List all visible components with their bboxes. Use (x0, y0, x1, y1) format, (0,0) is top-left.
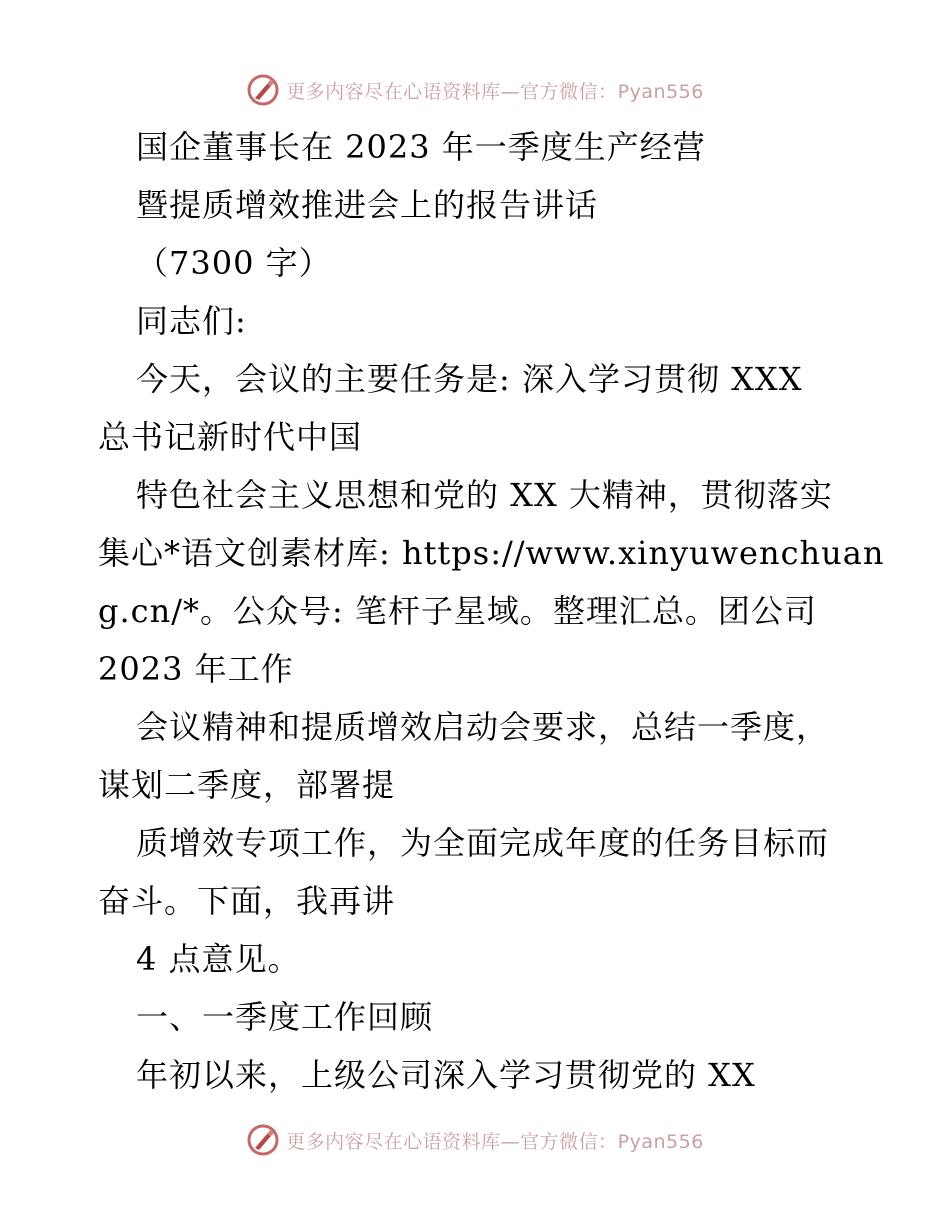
text-line: 总书记新时代中国 (98, 418, 363, 456)
text-line: 谋划二季度，部署提 (98, 766, 396, 804)
text-line: 同志们: (136, 302, 247, 340)
watermark-header (0, 70, 950, 110)
watermark-footer (0, 1120, 950, 1160)
watermark-text: 更多内容尽在心语资料库—官方微信：Pyan556 (286, 80, 704, 103)
text-line: 会议精神和提质增效启动会要求，总结一季度， (136, 708, 830, 746)
text-line: 奋斗。下面，我再讲 (98, 882, 396, 920)
text-line: 特色社会主义思想和党的 XX 大精神，贯彻落实 (136, 476, 833, 514)
text-line: 一、一季度工作回顾 (136, 998, 434, 1036)
text-line: 今天，会议的主要任务是: 深入学习贯彻 XXX (136, 360, 803, 398)
text-line: 集心*语文创素材库: https://www.xinyuwenchuan (98, 534, 885, 572)
text-line: 4 点意见。 (136, 940, 301, 978)
text-line: 暨提质增效推进会上的报告讲话 (136, 186, 599, 224)
document-body (98, 118, 885, 1104)
pen-nib-logo-icon (246, 1123, 280, 1157)
watermark-text: 更多内容尽在心语资料库—官方微信：Pyan556 (286, 1130, 704, 1153)
text-line: （7300 字） (136, 244, 332, 282)
pen-nib-logo-icon (246, 73, 280, 107)
text-line: 国企董事长在 2023 年一季度生产经营 (136, 128, 706, 166)
text-line: 年初以来，上级公司深入学习贯彻党的 XX (136, 1056, 756, 1094)
text-line: g.cn/*。公众号: 笔杆子星域。整理汇总。团公司 (98, 592, 817, 630)
text-line: 2023 年工作 (98, 650, 294, 688)
text-line: 质增效专项工作，为全面完成年度的任务目标而 (136, 824, 830, 862)
